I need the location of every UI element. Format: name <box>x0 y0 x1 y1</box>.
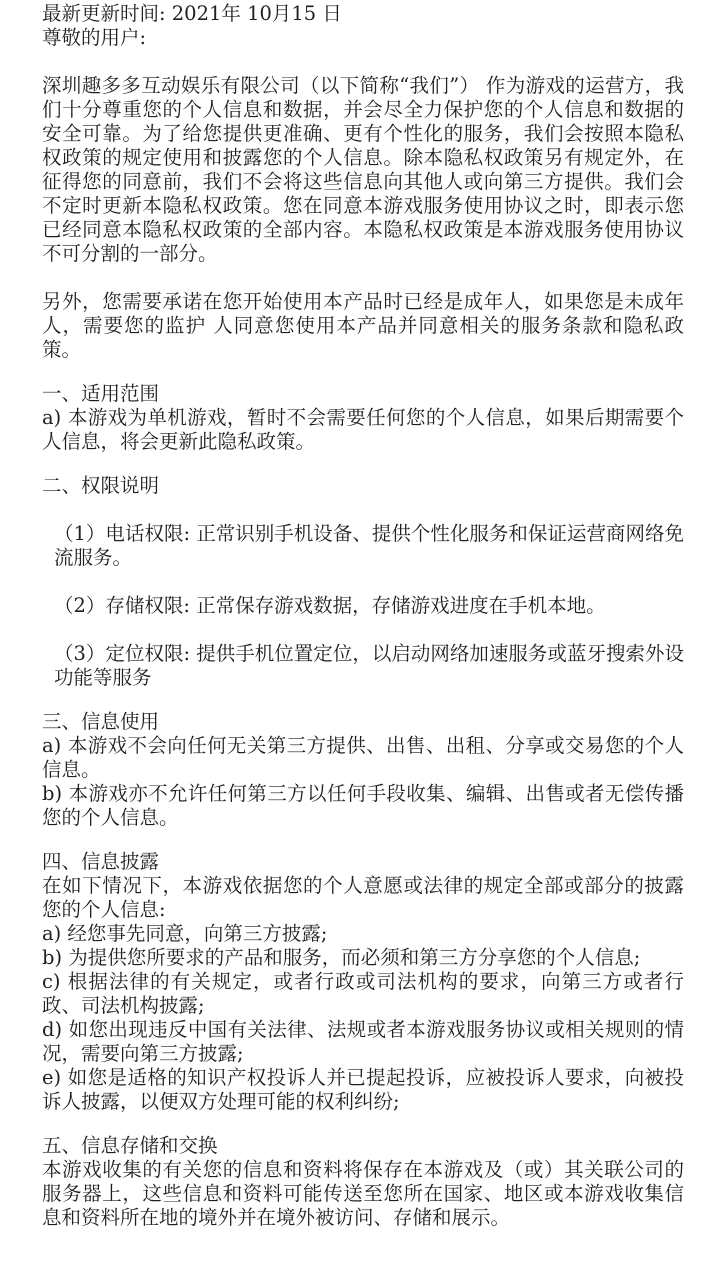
permission-phone: （1）电话权限: 正常识别手机设备、提供个性化服务和保证运营商网络免流服务。 <box>54 522 684 569</box>
usage-item: b) 本游戏亦不允许任何第三方以任何手段收集、编辑、出售或者无偿传播您的个人信息。 <box>42 782 684 829</box>
disclosure-item: d) 如您出现违反中国有关法律、法规或者本游戏服务协议或相关规则的情况，需要向第三方披露; <box>42 1018 684 1065</box>
disclosure-lead: 在如下情况下，本游戏依据您的个人意愿或法律的规定全部或部分的披露您的个人信息: <box>42 874 684 921</box>
adult-notice-paragraph: 另外，您需要承诺在您开始使用本产品时已经是成年人，如果您是未成年人，需要您的监护 人同意您使用本产品并同意相关的服务条款和隐私政策。 <box>42 290 684 361</box>
section-title-permissions: 二、权限说明 <box>42 474 160 497</box>
scope-item: a) 本游戏为单机游戏，暂时不会需要任何您的个人信息，如果后期需要个人信息，将会更新此隐私政策。 <box>42 406 684 453</box>
disclosure-item: c) 根据法律的有关规定，或者行政或司法机构的要求，向第三方或者行政、司法机构披露; <box>42 970 684 1017</box>
greeting: 尊敬的用户: <box>42 26 147 49</box>
update-time: 最新更新时间: 2021年 10月15 日 <box>42 2 342 25</box>
spacer <box>42 50 684 74</box>
disclosure-item: e) 如您是适格的知识产权投诉人并已提起投诉，应被投诉人要求，向被投诉人披露，以便双方处理可能的权利纠纷; <box>42 1066 684 1113</box>
section-title-scope: 一、适用范围 <box>42 382 160 405</box>
usage-item: a) 本游戏不会向任何无关第三方提供、出售、出租、分享或交易您的个人信息。 <box>42 734 684 781</box>
permission-location: （3）定位权限: 提供手机位置定位，以启动网络加速服务或蓝牙搜索外设功能等服务 <box>54 642 684 689</box>
disclosure-item: b) 为提供您所要求的产品和服务，而必须和第三方分享您的个人信息; <box>42 946 641 969</box>
permission-storage: （2）存储权限: 正常保存游戏数据，存储游戏进度在手机本地。 <box>54 594 606 617</box>
spacer <box>42 266 684 290</box>
section-title-usage: 三、信息使用 <box>42 710 160 733</box>
storage-paragraph: 本游戏收集的有关您的信息和资料将保存在本游戏及（或）其关联公司的服务器上，这些信息和资料可能传送至您所在国家、地区或本游戏收集信息和资料所在地的境外并在境外被访问、存储和展示。 <box>42 1158 684 1229</box>
section-title-storage: 五、信息存储和交换 <box>42 1134 218 1157</box>
section-title-disclosure: 四、信息披露 <box>42 850 160 873</box>
intro-paragraph: 深圳趣多多互动娱乐有限公司（以下简称“我们”） 作为游戏的运营方，我们十分尊重您的个人信息和数据，并会尽全力保护您的个人信息和数据的安全可靠。为了给您提供更准确、更有个性化的服务，我们会按照本隐私权政策的规定使用和披露您的个人信息。除本隐私权政策另有规定外，在征得您的同意前，我们不会将这些信息向其他人或向第三方提供。我们会不定时更新本隐私权政策。您在同意本游戏服务使用协议之时，即表示您已经同意本隐私权政策的全部内容。本隐私权政策是本游戏服务使用协议不可分割的一部分。 <box>42 74 684 265</box>
disclosure-item: a) 经您事先同意，向第三方披露; <box>42 922 328 945</box>
